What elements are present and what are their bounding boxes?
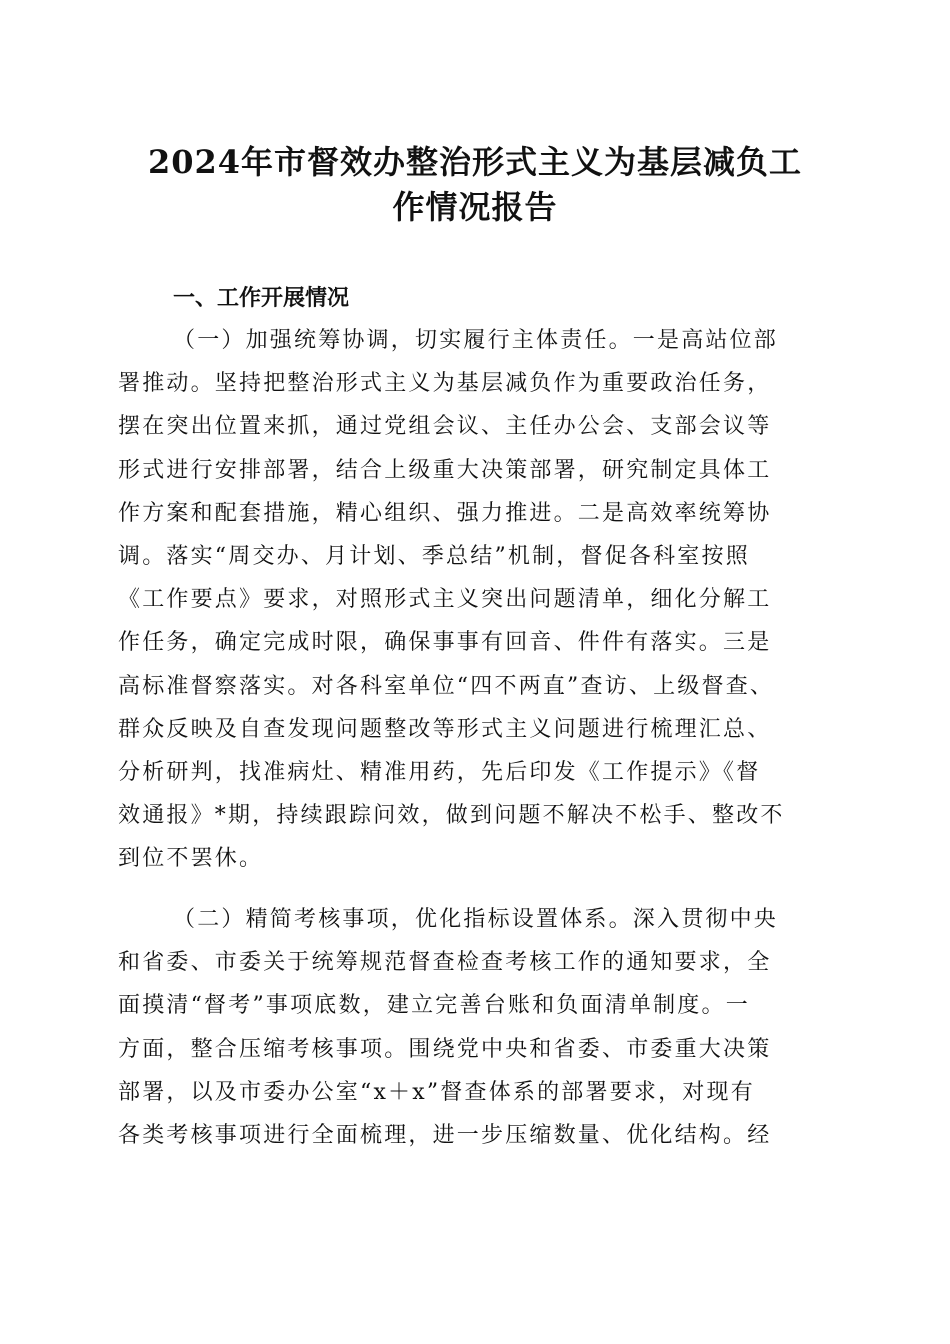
paragraph-line: 作方案和配套措施，精心组织、强力推进。二是高效率统筹协 xyxy=(118,500,772,526)
paragraph-line: 效通报》*期，持续跟踪问效，做到问题不解决不松手、整改不 xyxy=(118,803,785,829)
paragraph-line: 摆在突出位置来抓，通过党组会议、主任办公会、支部会议等 xyxy=(118,414,772,440)
section-heading: 一、工作开展情况 xyxy=(173,286,350,311)
paragraph-line: 各类考核事项进行全面梳理，进一步压缩数量、优化结构。经 xyxy=(118,1122,772,1148)
paragraph-line: （二）精简考核事项，优化指标设置体系。深入贯彻中央 xyxy=(173,907,779,932)
paragraph-line: （一）加强统筹协调，切实履行主体责任。一是高站位部 xyxy=(173,328,779,353)
paragraph-line: 形式进行安排部署，结合上级重大决策部署，研究制定具体工 xyxy=(118,457,772,483)
title-line: 作情况报告 xyxy=(392,188,558,226)
paragraph-line: 方面，整合压缩考核事项。围绕党中央和省委、市委重大决策 xyxy=(118,1036,772,1062)
paragraph-line: 群众反映及自查发现问题整改等形式主义问题进行梳理汇总、 xyxy=(118,716,772,742)
paragraph-line: 分析研判，找准病灶、精准用药，先后印发《工作提示》《督 xyxy=(118,759,761,785)
paragraph-2 xyxy=(118,898,834,1157)
paragraph-line: 《工作要点》要求，对照形式主义突出问题清单，细化分解工 xyxy=(118,587,772,613)
paragraph-line: 部署，以及市委办公室“x＋x”督查体系的部署要求，对现有 xyxy=(118,1079,755,1105)
paragraph-1 xyxy=(118,319,834,880)
title-line: 2024年市督效办整治形式主义为基层减负工 xyxy=(147,143,803,181)
paragraph-line: 作任务，确定完成时限，确保事事有回音、件件有落实。三是 xyxy=(118,630,772,656)
paragraph-line: 署推动。坚持把整治形式主义为基层减负作为重要政治任务， xyxy=(118,371,772,397)
paragraph-line: 调。落实“周交办、月计划、季总结”机制，督促各科室按照 xyxy=(118,543,750,569)
paragraph-line: 高标准督察落实。对各科室单位“四不两直”查访、上级督查、 xyxy=(118,673,775,699)
paragraph-line: 到位不罢休。 xyxy=(118,846,264,872)
paragraph-line: 面摸清“督考”事项底数，建立完善台账和负面清单制度。一 xyxy=(118,993,750,1019)
paragraph-line: 和省委、市委关于统筹规范督查检查考核工作的通知要求，全 xyxy=(118,950,772,976)
document-title xyxy=(118,140,832,230)
